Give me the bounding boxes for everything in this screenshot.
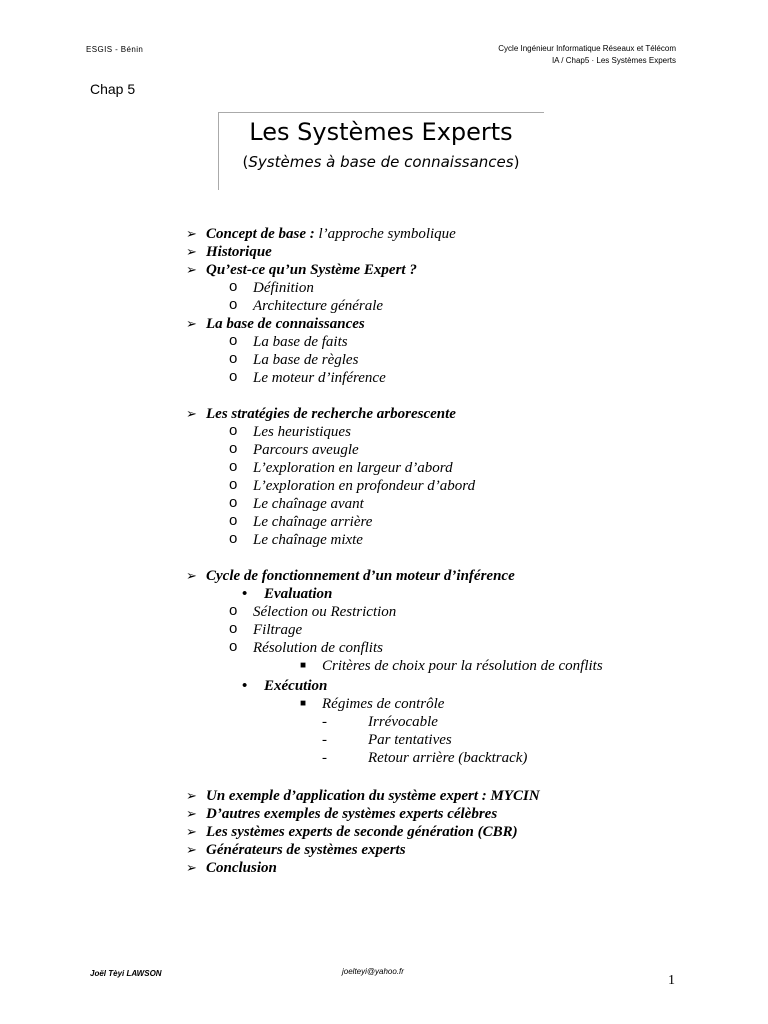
circle-bullet-icon: o bbox=[229, 296, 238, 313]
outline-item bbox=[229, 638, 383, 657]
circle-bullet-icon: o bbox=[229, 638, 238, 655]
outline-item-heading: Les stratégies de recherche arborescente bbox=[206, 406, 456, 422]
outline-item bbox=[229, 368, 386, 387]
dot-bullet-icon: • bbox=[242, 586, 248, 602]
outline-item-heading: Concept de base : bbox=[206, 226, 315, 242]
outline-item-heading: Exécution bbox=[264, 678, 328, 694]
arrow-bullet-icon: ➢ bbox=[186, 806, 197, 821]
outline-item-heading: D’autres exemples de systèmes experts célèbres bbox=[206, 806, 498, 822]
outline-item bbox=[229, 512, 373, 531]
arrow-bullet-icon: ➢ bbox=[186, 824, 197, 839]
outline-item bbox=[229, 332, 348, 351]
outline-item-heading: Historique bbox=[206, 244, 272, 260]
title-box bbox=[218, 112, 544, 190]
circle-bullet-icon: o bbox=[229, 602, 238, 619]
outline-item bbox=[186, 567, 515, 585]
outline-item-text: Le chaînage avant bbox=[253, 496, 364, 512]
page-number: 1 bbox=[668, 973, 675, 988]
circle-bullet-icon: o bbox=[229, 476, 238, 493]
outline-item-heading: Les systèmes experts de seconde génération (CBR) bbox=[206, 824, 518, 840]
outline-item bbox=[322, 749, 528, 767]
outline-item-text: Le moteur d’inférence bbox=[253, 370, 386, 386]
outline-item-text: Résolution de conflits bbox=[253, 640, 383, 656]
outline-item bbox=[186, 805, 498, 823]
outline-item bbox=[300, 657, 603, 675]
outline-item-text: Les heuristiques bbox=[253, 424, 351, 440]
outline-item bbox=[242, 677, 328, 695]
outline-item bbox=[229, 494, 364, 513]
circle-bullet-icon: o bbox=[229, 278, 238, 295]
outline-item-text: L’exploration en profondeur d’abord bbox=[253, 478, 476, 494]
outline-item-text: Définition bbox=[253, 280, 314, 296]
arrow-bullet-icon: ➢ bbox=[186, 568, 197, 583]
arrow-bullet-icon: ➢ bbox=[186, 860, 197, 875]
arrow-bullet-icon: ➢ bbox=[186, 406, 197, 421]
circle-bullet-icon: o bbox=[229, 422, 238, 439]
subtitle-open-paren: ( bbox=[242, 153, 249, 171]
outline-item-heading: Cycle de fonctionnement d’un moteur d’inférence bbox=[206, 568, 515, 584]
arrow-bullet-icon: ➢ bbox=[186, 226, 197, 241]
arrow-bullet-icon: ➢ bbox=[186, 262, 197, 277]
dash-bullet-icon: - bbox=[322, 750, 327, 766]
outline-item-heading: La base de connaissances bbox=[206, 316, 365, 332]
document-title: Les Systèmes Experts bbox=[249, 118, 513, 146]
outline-item bbox=[186, 225, 456, 243]
outline-item bbox=[229, 422, 351, 441]
outline-item-text: Irrévocable bbox=[368, 714, 438, 730]
arrow-bullet-icon: ➢ bbox=[186, 788, 197, 803]
outline-item bbox=[186, 823, 518, 841]
outline-item bbox=[229, 296, 384, 315]
outline-item bbox=[229, 458, 453, 477]
outline-item-heading: Un exemple d’application du système expert : MYCIN bbox=[206, 788, 540, 804]
outline-item bbox=[229, 602, 397, 621]
square-bullet-icon: ■ bbox=[300, 660, 307, 671]
footer-email: joelteyi@yahoo.fr bbox=[342, 967, 404, 976]
outline-item-heading: Générateurs de systèmes experts bbox=[206, 842, 406, 858]
circle-bullet-icon: o bbox=[229, 368, 238, 385]
square-bullet-icon: ■ bbox=[300, 698, 307, 709]
header-course bbox=[498, 43, 676, 67]
dash-bullet-icon: - bbox=[322, 714, 327, 730]
outline-item bbox=[186, 859, 277, 877]
circle-bullet-icon: o bbox=[229, 440, 238, 457]
outline-item-text: Critères de choix pour la résolution de conflits bbox=[322, 658, 603, 674]
outline-item-text: Architecture générale bbox=[253, 298, 384, 314]
outline-item bbox=[300, 695, 445, 713]
outline-item bbox=[229, 278, 314, 297]
footer-author: Joël Tèyi LAWSON bbox=[90, 969, 162, 978]
outline-item-text: La base de faits bbox=[253, 334, 348, 350]
circle-bullet-icon: o bbox=[229, 458, 238, 475]
outline-item-text: Le chaînage arrière bbox=[253, 514, 373, 530]
circle-bullet-icon: o bbox=[229, 530, 238, 547]
subtitle-close-paren: ) bbox=[513, 153, 520, 171]
dot-bullet-icon: • bbox=[242, 678, 248, 694]
outline-item-text: Parcours aveugle bbox=[253, 442, 359, 458]
outline-item-heading: Qu’est-ce qu’un Système Expert ? bbox=[206, 262, 417, 278]
outline-item-text: Filtrage bbox=[253, 622, 303, 638]
outline-item bbox=[322, 731, 452, 749]
circle-bullet-icon: o bbox=[229, 512, 238, 529]
outline-item-text: La base de règles bbox=[253, 352, 359, 368]
outline-item bbox=[229, 350, 359, 369]
outline-item bbox=[186, 787, 540, 805]
outline-item bbox=[186, 243, 272, 261]
outline-item-heading: Evaluation bbox=[264, 586, 333, 602]
circle-bullet-icon: o bbox=[229, 350, 238, 367]
circle-bullet-icon: o bbox=[229, 620, 238, 637]
outline-item bbox=[322, 713, 438, 731]
outline-item bbox=[186, 405, 456, 423]
arrow-bullet-icon: ➢ bbox=[186, 316, 197, 331]
circle-bullet-icon: o bbox=[229, 332, 238, 349]
outline-item-text: Régimes de contrôle bbox=[322, 696, 445, 712]
outline-item bbox=[229, 530, 363, 549]
outline-item-heading: Conclusion bbox=[206, 860, 277, 876]
outline-item bbox=[229, 620, 303, 639]
outline-item-text: Le chaînage mixte bbox=[253, 532, 363, 548]
outline-item-text: l’approche symbolique bbox=[314, 226, 456, 242]
dash-bullet-icon: - bbox=[322, 732, 327, 748]
outline-item bbox=[242, 585, 333, 603]
outline-item bbox=[186, 315, 365, 333]
arrow-bullet-icon: ➢ bbox=[186, 842, 197, 857]
header-school: ESGIS - Bénin bbox=[86, 45, 144, 54]
outline-item bbox=[229, 476, 476, 495]
outline-item-text: L’exploration en largeur d’abord bbox=[253, 460, 453, 476]
circle-bullet-icon: o bbox=[229, 494, 238, 511]
outline-item-text: Retour arrière (backtrack) bbox=[368, 750, 528, 766]
header-course-line2: IA / Chap5 · Les Systèmes Experts bbox=[551, 56, 676, 65]
outline-item bbox=[186, 841, 406, 859]
header-course-line1: Cycle Ingénieur Informatique Réseaux et Télécom bbox=[498, 44, 676, 53]
outline-item bbox=[186, 261, 417, 279]
chapter-label: Chap 5 bbox=[90, 81, 136, 97]
subtitle-text: Systèmes à base de connaissances bbox=[248, 153, 514, 171]
outline-item-text: Sélection ou Restriction bbox=[253, 604, 397, 620]
outline-item bbox=[229, 440, 359, 459]
outline-item-text: Par tentatives bbox=[368, 732, 452, 748]
title-box-top-rule bbox=[218, 112, 544, 113]
arrow-bullet-icon: ➢ bbox=[186, 244, 197, 259]
document-subtitle bbox=[218, 153, 544, 171]
